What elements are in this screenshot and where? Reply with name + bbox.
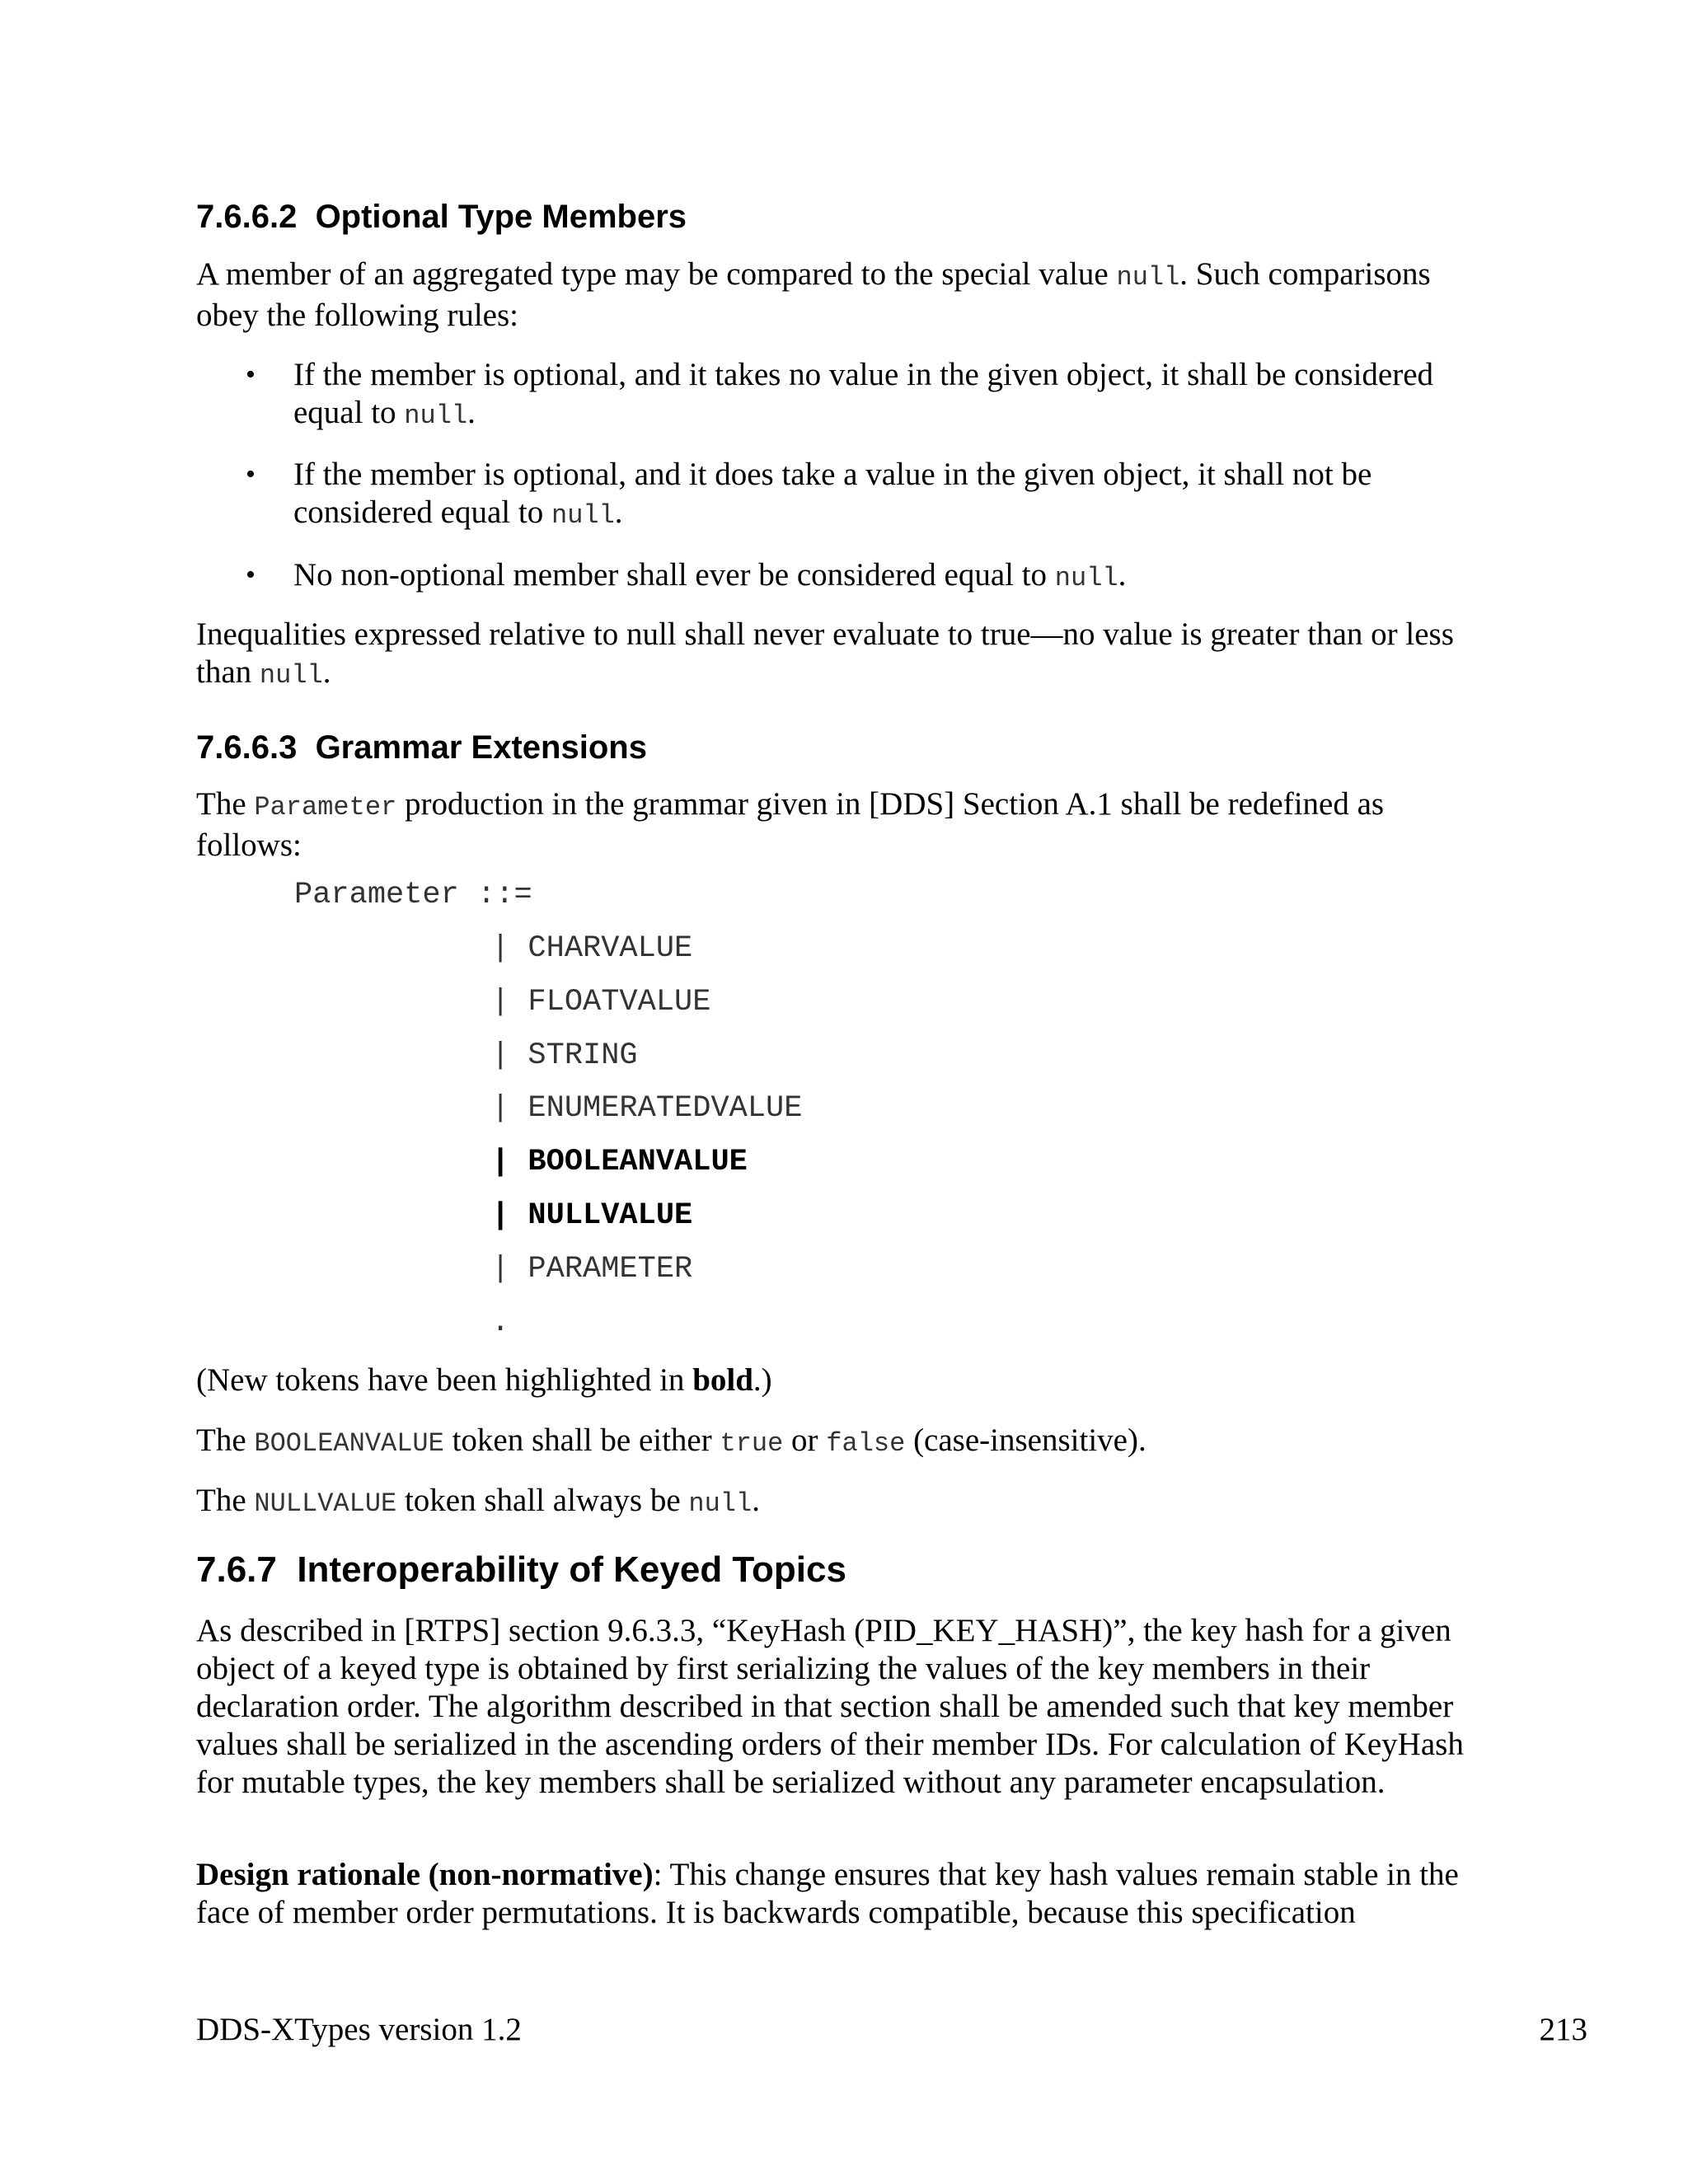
list-item: If the member is optional, and it does take a value in the given object, it shall not be considered equal to null. (293, 457, 1372, 531)
footer-page-number: 213 (1539, 2012, 1587, 2047)
section-heading-grammar-extensions (196, 731, 647, 764)
grammar-line: | FLOATVALUE (491, 985, 711, 1019)
list-item: If the member is optional, and it takes no value in the given object, it shall be considered equal to null. (293, 357, 1434, 431)
paragraph-new-tokens-note: (New tokens have been highlighted in bold.) (196, 1362, 772, 1398)
grammar-line: | ENUMERATEDVALUE (491, 1091, 803, 1126)
grammar-line: | STRING (491, 1038, 638, 1073)
paragraph-nullvalue: The NULLVALUE token shall always be null. (196, 1483, 760, 1519)
paragraph-keyhash: As described in [RTPS] section 9.6.3.3, “KeyHash (PID_KEY_HASH)”, the key hash for a given object of a keyed type is obtained by first serializing the values of the key members in their declaration order. The algorithm described in that section shall be amended such that key member values shall be serialized in the ascending orders of their member IDs. For calculation of KeyHash for mutable types, the key members shall be serialized without any parameter encapsulation. (196, 1613, 1464, 1800)
grammar-line-new-token: | BOOLEANVALUE (491, 1145, 748, 1179)
section-number: 7.6.6.3 (196, 729, 298, 766)
code-null: null (404, 401, 468, 431)
grammar-line: | CHARVALUE (491, 931, 693, 966)
paragraph-inequalities: Inequalities expressed relative to null shall never evaluate to true—no value is greater than or less than null. (196, 616, 1454, 691)
code-null: null (1116, 262, 1180, 293)
code-false: false (826, 1428, 906, 1459)
paragraph-booleanvalue: The BOOLEANVALUE token shall be either true or false (case-insensitive). (196, 1422, 1146, 1459)
grammar-end: . (491, 1305, 510, 1340)
bullet-marker: • (246, 359, 256, 390)
section-heading-optional-type-members (196, 200, 687, 233)
code-null: null (259, 660, 323, 691)
design-rationale-label: Design rationale (non-normative) (196, 1857, 654, 1892)
code-parameter: Parameter (254, 792, 397, 823)
code-null: null (551, 500, 615, 531)
footer-document-title: DDS-XTypes version 1.2 (196, 2012, 522, 2047)
code-null: null (688, 1488, 753, 1519)
code-nullvalue: NULLVALUE (254, 1488, 397, 1519)
grammar-head: Parameter ::= (294, 878, 532, 912)
code-null: null (1054, 563, 1118, 593)
list-item: No non-optional member shall ever be considered equal to null. (293, 557, 1127, 593)
section-heading-interoperability (196, 1549, 846, 1590)
section-number: 7.6.6.2 (196, 199, 298, 235)
bullet-marker: • (246, 459, 256, 490)
section-title: Interoperability of Keyed Topics (297, 1549, 846, 1590)
section-title: Optional Type Members (315, 199, 687, 235)
bold-word: bold (692, 1362, 753, 1398)
paragraph-design-rationale: Design rationale (non-normative): This change ensures that key hash values remain stable in the face of member order permutations. It is backwards compatible, because this specification (196, 1857, 1459, 1930)
grammar-line-new-token: | NULLVALUE (491, 1198, 693, 1233)
section-number: 7.6.7 (196, 1549, 277, 1590)
code-true: true (720, 1428, 784, 1459)
section-title: Grammar Extensions (315, 729, 647, 766)
code-booleanvalue: BOOLEANVALUE (254, 1428, 444, 1459)
bullet-marker: • (246, 560, 256, 590)
grammar-line: | PARAMETER (491, 1252, 693, 1286)
paragraph-null-comparison: A member of an aggregated type may be compared to the special value null. Such comparisons obey the following rules: (196, 256, 1431, 333)
paragraph-parameter-production: The Parameter production in the grammar given in [DDS] Section A.1 shall be redefined as follows: (196, 786, 1385, 863)
